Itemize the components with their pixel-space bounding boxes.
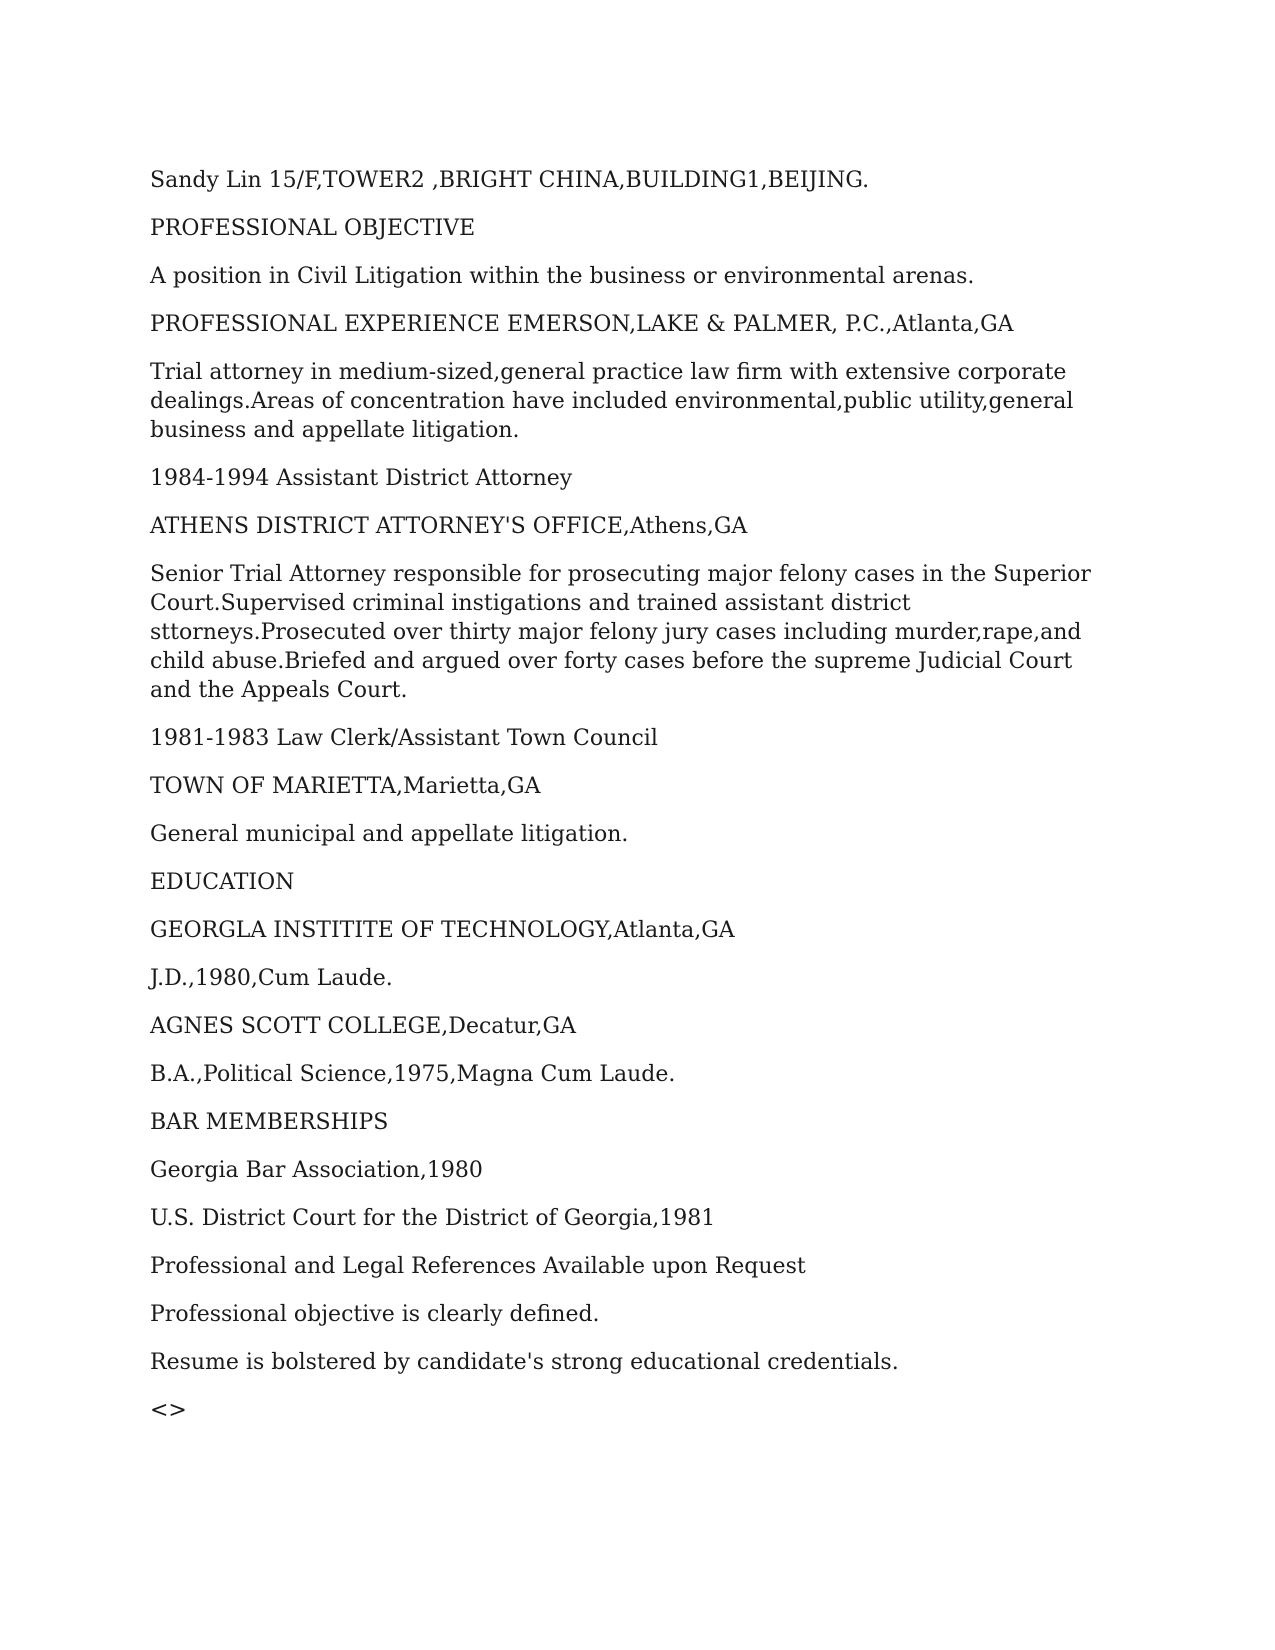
school-1: GEORGLA INSTITITE OF TECHNOLOGY,Atlanta,GA — [150, 918, 735, 943]
experience-description-2: Senior Trial Attorney responsible for prosecuting major felony cases in the Superior Court.Supervised criminal instigations and trained assistant district sttorneys.Prosecuted over thirty major felony jury cases including murder,rape,and child abuse.Briefed and argued over forty cases before the supreme Judicial Court and the Appeals Court. — [150, 562, 1091, 703]
school-2: AGNES SCOTT COLLEGE,Decatur,GA — [150, 1014, 576, 1039]
references-note: Professional and Legal References Available upon Request — [150, 1254, 806, 1279]
objective-text: A position in Civil Litigation within the business or environmental arenas. — [150, 264, 975, 289]
experience-description-1: Trial attorney in medium-sized,general practice law firm with extensive corporate dealings.Areas of concentration have included environmental,public utility,general business and appellate litigation. — [150, 360, 1074, 443]
contact-header: Sandy Lin 15/F,TOWER2 ,BRIGHT CHINA,BUILDING1,BEIJING. — [150, 168, 870, 193]
employer-3: TOWN OF MARIETTA,Marietta,GA — [150, 774, 541, 799]
employer-2: ATHENS DISTRICT ATTORNEY'S OFFICE,Athens,GA — [150, 514, 748, 539]
comment-1: Professional objective is clearly defined. — [150, 1302, 600, 1327]
section-heading-experience: PROFESSIONAL EXPERIENCE EMERSON,LAKE & PALMER, P.C.,Atlanta,GA — [150, 312, 1014, 337]
section-heading-education: EDUCATION — [150, 870, 295, 895]
comment-2: Resume is bolstered by candidate's strong educational credentials. — [150, 1350, 899, 1375]
bar-membership-1: Georgia Bar Association,1980 — [150, 1158, 483, 1183]
document-body — [150, 166, 1110, 1444]
job-title-2: 1981-1983 Law Clerk/Assistant Town Council — [150, 726, 658, 751]
degree-1: J.D.,1980,Cum Laude. — [150, 966, 393, 991]
bar-membership-2: U.S. District Court for the District of Georgia,1981 — [150, 1206, 716, 1231]
degree-2: B.A.,Political Science,1975,Magna Cum Laude. — [150, 1062, 676, 1087]
experience-description-3: General municipal and appellate litigation. — [150, 822, 629, 847]
section-heading-objective: PROFESSIONAL OBJECTIVE — [150, 216, 476, 241]
trailing-marker: <> — [150, 1398, 187, 1423]
section-heading-bar-memberships: BAR MEMBERSHIPS — [150, 1110, 389, 1135]
job-title-1: 1984-1994 Assistant District Attorney — [150, 466, 573, 491]
